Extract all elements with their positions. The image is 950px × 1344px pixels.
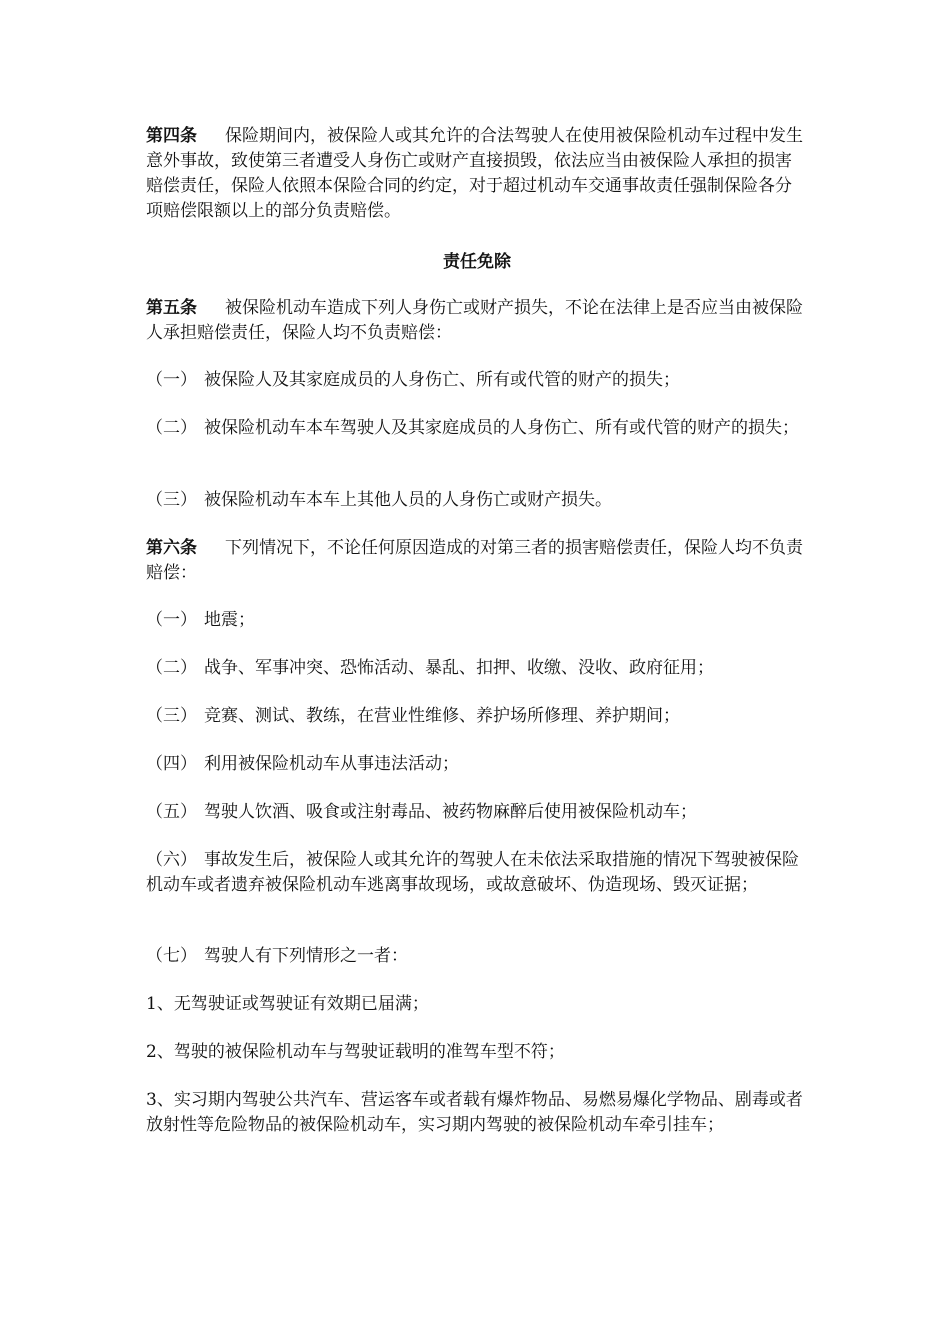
item-number: （二） — [146, 658, 197, 678]
item-number: （三） — [146, 490, 197, 510]
list-item — [146, 800, 808, 825]
article-4 — [146, 124, 808, 224]
item-number: （三） — [146, 706, 197, 726]
article-6-text: 下列情况下，不论任何原因造成的对第三者的损害赔偿责任，保险人均不负责赔偿： — [146, 538, 803, 583]
article-6 — [146, 536, 808, 586]
list-item — [146, 752, 808, 777]
item-text: 驾驶人有下列情形之一者： — [204, 946, 408, 966]
article-6-number: 第六条 — [146, 538, 197, 558]
item-text: 地震； — [204, 610, 255, 630]
item-number: （六） — [146, 850, 197, 870]
sub-item: 2、驾驶的被保险机动车与驾驶证载明的准驾车型不符； — [146, 1042, 565, 1062]
article-4-number: 第四条 — [146, 126, 197, 146]
item-text: 战争、军事冲突、恐怖活动、暴乱、扣押、收缴、没收、政府征用； — [204, 658, 714, 678]
item-text: 被保险人及其家庭成员的人身伤亡、所有或代管的财产的损失； — [204, 370, 680, 390]
item-number: （一） — [146, 610, 197, 630]
list-item — [146, 944, 808, 969]
article-5 — [146, 296, 808, 346]
list-item — [146, 608, 808, 633]
list-item — [146, 416, 808, 441]
item-text: 被保险机动车本车驾驶人及其家庭成员的人身伤亡、所有或代管的财产的损失； — [204, 418, 799, 438]
item-text: 利用被保险机动车从事违法活动； — [204, 754, 459, 774]
section-heading: 责任免除 — [443, 252, 511, 272]
item-text: 驾驶人饮酒、吸食或注射毒品、被药物麻醉后使用被保险机动车； — [204, 802, 697, 822]
item-number: （七） — [146, 946, 197, 966]
item-text: 竞赛、测试、教练，在营业性维修、养护场所修理、养护期间； — [204, 706, 680, 726]
item-number: （二） — [146, 418, 197, 438]
list-item — [146, 848, 808, 898]
sub-item: 3、实习期内驾驶公共汽车、营运客车或者载有爆炸物品、易燃易爆化学物品、剧毒或者放射性等危险物品的被保险机动车，实习期内驾驶的被保险机动车牵引挂车； — [146, 1090, 803, 1135]
item-number: （一） — [146, 370, 197, 390]
item-number: （四） — [146, 754, 197, 774]
item-text: 被保险机动车本车上其他人员的人身伤亡或财产损失。 — [204, 490, 612, 510]
item-number: （五） — [146, 802, 197, 822]
article-4-text: 保险期间内，被保险人或其允许的合法驾驶人在使用被保险机动车过程中发生意外事故，致使第三者遭受人身伤亡或财产直接损毁，依法应当由被保险人承担的损害赔偿责任，保险人依照本保险合同的约定，对于超过机动车交通事故责任强制保险各分项赔偿限额以上的部分负责赔偿。 — [146, 126, 803, 221]
list-item — [146, 368, 808, 393]
sub-item: 1、无驾驶证或驾驶证有效期已届满； — [146, 994, 429, 1014]
list-item — [146, 656, 808, 681]
item-text: 事故发生后，被保险人或其允许的驾驶人在未依法采取措施的情况下驾驶被保险机动车或者遗弃被保险机动车逃离事故现场，或故意破坏、伪造现场、毁灭证据； — [146, 850, 799, 895]
list-item — [146, 704, 808, 729]
list-item — [146, 488, 808, 513]
article-5-number: 第五条 — [146, 298, 197, 318]
article-5-text: 被保险机动车造成下列人身伤亡或财产损失，不论在法律上是否应当由被保险人承担赔偿责任，保险人均不负责赔偿： — [146, 298, 803, 343]
